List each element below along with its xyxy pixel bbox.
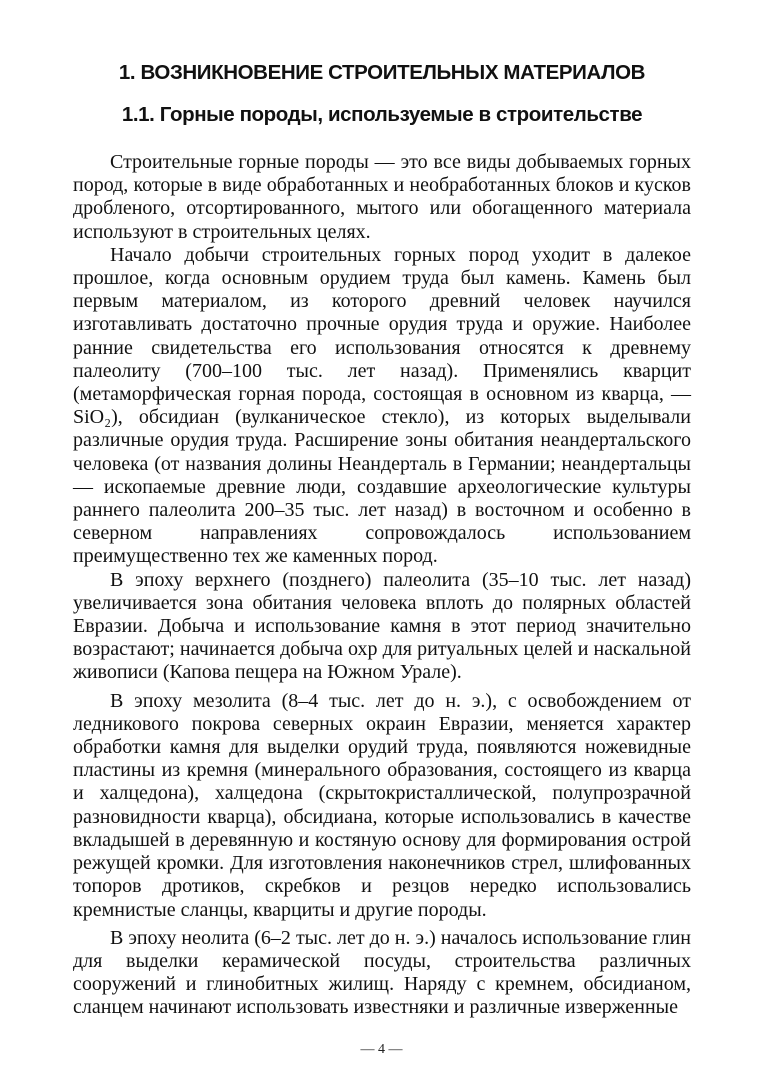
paragraph-mesolithic: В эпоху мезолита (8–4 тыс. лет до н. э.), с освобождением от ледникового покрова северных окраин Евразии, меняется характер обработки камня для выделки орудий труда, появляются ножевидные пластины из кремня (минерального образования, состоящего из кварца и халцедона), халцедона (скрытокристаллической, полупрозрачной разновидности кварца), обсидиана, которые использовались в качестве вкладышей в деревянную и костяную основу для формирования острой режущей кромки. Для изготовления наконечников стрел, шлифованных топоров дротиков, скребков и резцов нередко использовались кремнистые сланцы, кварциты и другие породы.: [73, 689, 691, 921]
paragraph-neolithic: В эпоху неолита (6–2 тыс. лет до н. э.) началось использование глин для выделки керамической посуды, строительства различных сооружений и глинобитных жилищ. Наряду с кремнем, обсидианом, сланцем начинают использовать известняки и различные изверженные: [73, 926, 691, 1019]
paragraph-upper-paleolithic: В эпоху верхнего (позднего) палеолита (35–10 тыс. лет назад) увеличивается зона обитания человека вплоть до полярных областей Евразии. Добыча и использование камня в этот период значительно возрастают; начинается добыча охр для ритуальных целей и наскальной живописи (Капова пещера на Южном Урале).: [73, 568, 691, 684]
page-number: — 4 —: [360, 1042, 403, 1057]
paragraph-definition: Строительные горные породы — это все виды добываемых горных пород, которые в виде обработанных и необработанных блоков и кусков дробленого, отсортированного, мытого или обогащенного материала используют в строительных целях.: [73, 151, 691, 243]
chapter-title: 1. ВОЗНИКНОВЕНИЕ СТРОИТЕЛЬНЫХ МАТЕРИАЛОВ: [118, 61, 646, 84]
paragraph-paleolithic: Начало добычи строительных горных пород уходит в далекое прошлое, когда основным орудием труда был камень. Камень был первым материалом, из которого древний человек научился изготавливать достаточно прочные орудия труда и оружие. Наиболее ранние свидетельства его использования относятся к древнему палеолиту (700–100 тыс. лет назад). Применялись кварцит (метаморфическая горная порода, состоящая в основном из кварца, — SiO₂), обсидиан (вулканическое стекло), из которых выделывали различные орудия труда. Расширение зоны обитания неандертальского человека (от названия долины Неандерталь в Германии; неандертальцы — ископаемые древние люди, создавшие археологические культуры раннего палеолита 200–35 тыс. лет назад) в восточном и особенно в северном направлениях сопровождалось использованием преимущественно тех же каменных пород.: [73, 243, 691, 568]
body-text: [73, 151, 691, 1020]
section-title: 1.1. Горные породы, используемые в строительстве: [121, 103, 643, 126]
